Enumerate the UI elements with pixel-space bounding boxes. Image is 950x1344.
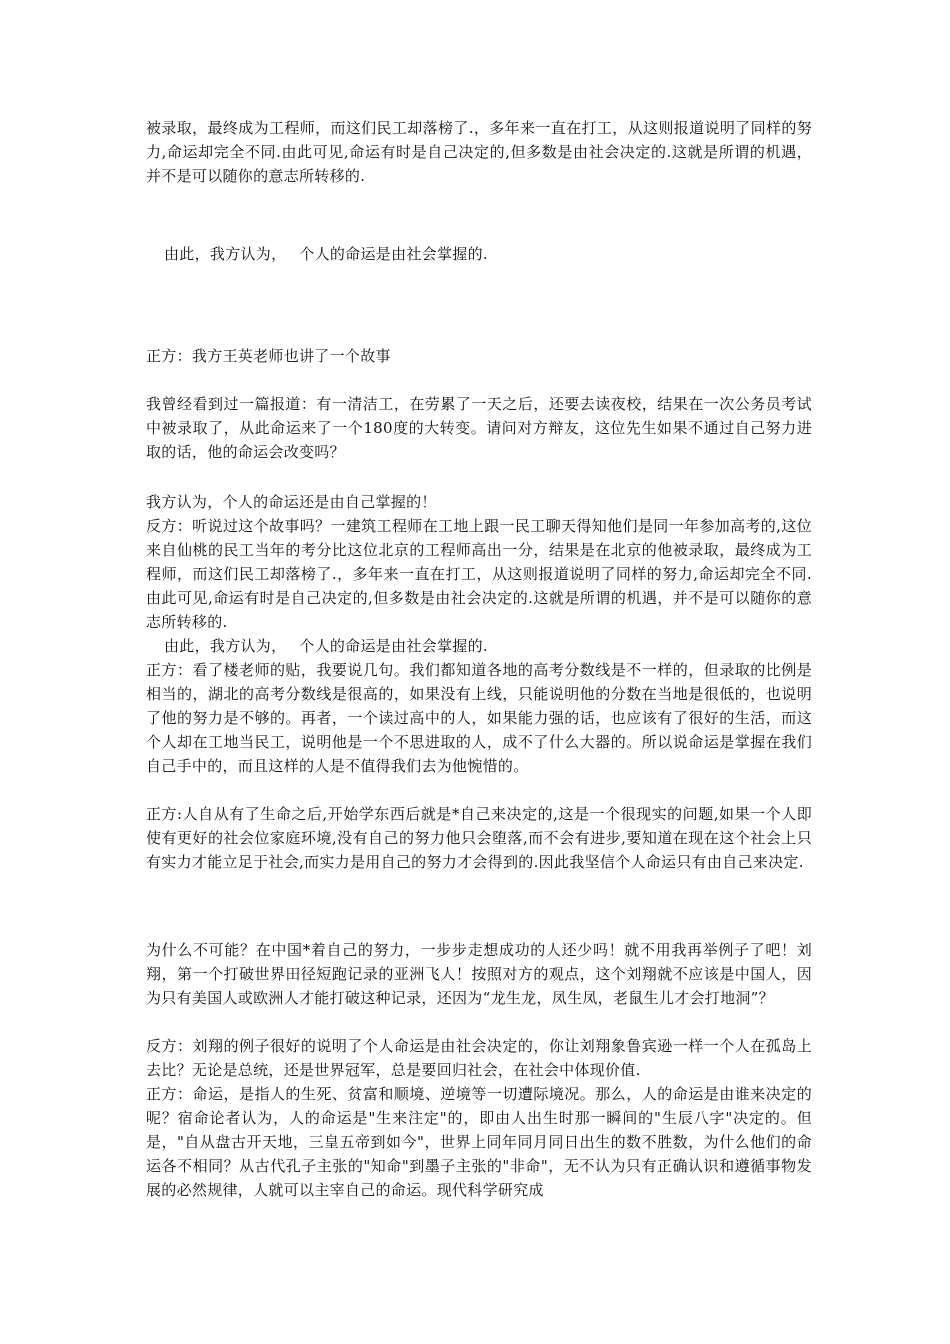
paragraph-cleaner-story: 我曾经看到过一篇报道：有一清洁工，在劳累了一天之后，还要去读夜校，结果在一次公务员考试中被录取了，从此命运来了一个180度的大转变。请问对方辩友，这位先生如果不通过自己努力进取的话，他的命运会改变吗？ — [146, 395, 812, 461]
paragraph-opponent-stance-2: 由此，我方认为， 个人的命运是由社会掌握的. — [164, 637, 488, 655]
paragraph-con-liu-xiang: 反方：刘翔的例子很好的说明了个人命运是由社会决定的，你让刘翔象鲁宾逊一样一个人在孤岛上去比？无论是总统，还是世界冠军，总是要回归社会，在社会中体现价值. — [146, 1037, 812, 1079]
paragraph-liu-xiang: 为什么不可能？在中国*着自己的努力，一步步走想成功的人还少吗！就不用我再举例子了吧！刘翔，第一个打破世界田径短跑记录的亚洲飞人！按照对方的观点，这个刘翔就不应该是中国人，因为只有美国人或欧洲人才能打破这种记录，还因为“龙生龙，凤生凤，老鼠生儿才会打地洞”？ — [146, 941, 812, 1007]
paragraph-opponent-stance-1: 由此，我方认为， 个人的命运是由社会掌握的. — [164, 245, 488, 263]
paragraph-pro-effort: 正方:人自从有了生命之后,开始学东西后就是*自己来决定的,这是一个很现实的问题,如果一个人即使有更好的社会位家庭环境,没有自己的努力他只会堕落,而不会有进步,要知道在现在这个社会上只有实力才能立足于社会,而实力是用自己的努力才会得到的.因此我坚信个人命运只有由自己来决定. — [146, 805, 812, 871]
paragraph-con-engineer-story: 反方：听说过这个故事吗？一建筑工程师在工地上跟一民工聊天得知他们是同一年参加高考的,这位来自仙桃的民工当年的考分比这位北京的工程师高出一分，结果是在北京的他被录取，最终成为工程师，而这们民工却落榜了.，多年来一直在打工，从这则报道说明了同样的努力,命运却完全不同.由此可见,命运有时是自己决定的,但多数是由社会决定的.这就是所谓的机遇，并不是可以随你的意志所转移的. — [146, 517, 812, 631]
paragraph-engineer-conclusion-top: 被录取，最终成为工程师，而这们民工却落榜了.，多年来一直在打工，从这则报道说明了同样的努力,命运却完全不同.由此可见,命运有时是自己决定的,但多数是由社会决定的.这就是所谓的机遇，并不是可以随你的意志所转移的. — [146, 119, 812, 185]
paragraph-pro-reply-lou: 正方：看了楼老师的贴，我要说几句。我们都知道各地的高考分数线是不一样的，但录取的比例是相当的，湖北的高考分数线是很高的，如果没有上线，只能说明他的分数在当地是很低的，也说明了他的努力是不够的。再者，一个读过高中的人，如果能力强的话，也应该有了很好的生活，而这个人却在工地当民工，说明他是一个不思进取的人，成不了什么大器的。所以说命运是掌握在我们自己手中的，而且这样的人是不值得我们去为他惋惜的。 — [146, 661, 812, 775]
paragraph-pro-stance: 我方认为，个人的命运还是由自己掌握的！ — [146, 493, 437, 511]
paragraph-pro-story-heading: 正方：我方王英老师也讲了一个故事 — [146, 347, 391, 365]
paragraph-pro-destiny: 正方：命运，是指人的生死、贫富和顺境、逆境等一切遭际境况。那么，人的命运是由谁来决定的呢？宿命论者认为，人的命运是"生来注定"的，即由人出生时那一瞬间的"生辰八字"决定的。但是，"自从盘古开天地，三皇五帝到如今"，世界上同年同月同日出生的数不胜数，为什么他们的命运各不相同？从古代孔子主张的"知命"到墨子主张的"非命"，无不认为只有正确认识和遵循事物发展的必然规律，人就可以主宰自己的命运。现代科学研究成 — [146, 1085, 812, 1199]
